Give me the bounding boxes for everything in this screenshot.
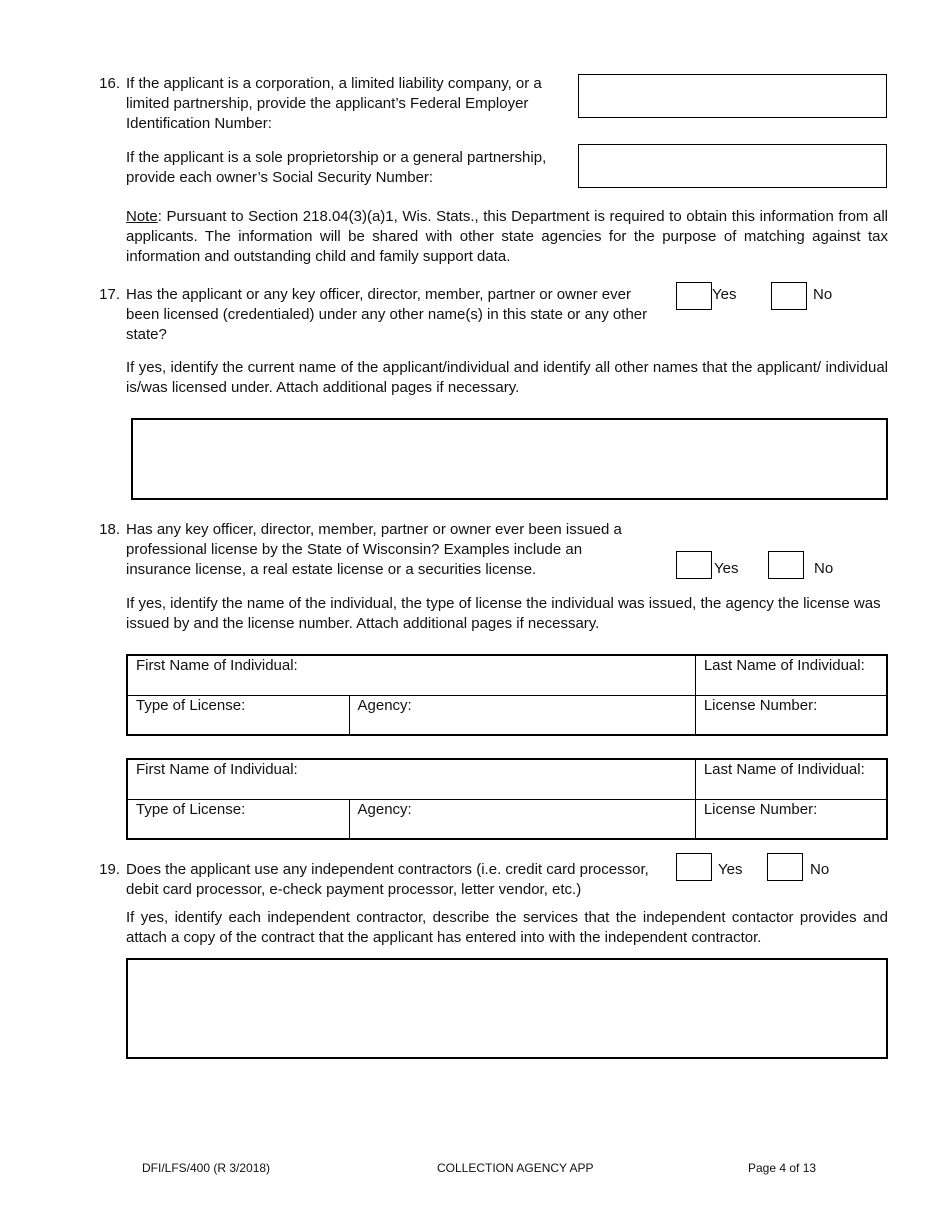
question-18-number: 18. — [99, 521, 120, 538]
first-name-label: First Name of Individual: — [136, 761, 298, 778]
q18-yes-label: Yes — [714, 560, 739, 577]
license-table-2 — [126, 758, 888, 840]
agency-field[interactable] — [349, 695, 695, 735]
question-19-number: 19. — [99, 861, 120, 878]
question-19-followup: If yes, identify each independent contractor, describe the services that the independent contactor provides and attach a copy of the contract that the applicant has entered into with the independent contractor. — [126, 909, 888, 946]
license-table-1 — [126, 654, 888, 736]
footer-title: COLLECTION AGENCY APP — [437, 1161, 594, 1175]
question-16-ssn-text: If the applicant is a sole proprietorship or a general partnership, provide each owner’s Social Security Number: — [126, 149, 547, 186]
q19-response-box[interactable] — [126, 958, 888, 1059]
question-16-fein-text: If the applicant is a corporation, a limited liability company, or a limited partnership, provide the applicant’s Federal Employer Identification Number: — [126, 75, 542, 132]
q17-yes-checkbox[interactable] — [676, 282, 712, 310]
question-17-followup: If yes, identify the current name of the applicant/individual and identify all other names that the applicant/ individual is/was licensed under. Attach additional pages if necessary. — [126, 359, 888, 396]
q17-no-checkbox[interactable] — [771, 282, 807, 310]
question-18-followup: If yes, identify the name of the individual, the type of license the individual was issued, the agency the license was issued by and the license number. Attach additional pages if necessary. — [126, 595, 881, 632]
license-number-field[interactable] — [695, 799, 887, 839]
license-type-field[interactable] — [127, 799, 349, 839]
last-name-field[interactable] — [695, 655, 887, 695]
question-19-text: Does the applicant use any independent contractors (i.e. credit card processor, debit card processor, e-check payment processor, letter vendor, etc.) — [126, 861, 649, 898]
license-type-label: Type of License: — [136, 696, 246, 714]
question-16-number: 16. — [99, 75, 120, 92]
q18-yes-checkbox[interactable] — [676, 551, 712, 579]
last-name-label: Last Name of Individual: — [703, 761, 865, 778]
q19-no-checkbox[interactable] — [767, 853, 803, 881]
license-type-field[interactable] — [127, 695, 349, 735]
question-16-note — [126, 207, 888, 267]
note-label: Note — [126, 208, 158, 225]
question-17-number: 17. — [99, 286, 120, 303]
q18-no-checkbox[interactable] — [768, 551, 804, 579]
q19-yes-checkbox[interactable] — [676, 853, 712, 881]
q17-yes-label: Yes — [712, 286, 737, 303]
fein-input[interactable] — [578, 74, 887, 118]
q17-no-label: No — [813, 286, 833, 303]
first-name-label: First Name of Individual: — [136, 657, 298, 674]
license-number-field[interactable] — [695, 695, 887, 735]
agency-field[interactable] — [349, 799, 695, 839]
question-18-text: Has any key officer, director, member, partner or owner ever been issued a professional license by the State of Wisconsin? Examples include an insurance license, a real estate license or a securities license. — [126, 521, 622, 578]
agency-label: Agency: — [357, 696, 412, 714]
q18-no-label: No — [814, 560, 834, 577]
license-number-label: License Number: — [703, 696, 818, 714]
first-name-field[interactable] — [127, 655, 695, 695]
agency-label: Agency: — [357, 800, 412, 818]
footer-page-number: Page 4 of 13 — [748, 1161, 817, 1175]
q19-yes-label: Yes — [718, 861, 743, 878]
ssn-input[interactable] — [578, 144, 887, 188]
footer-form-id: DFI/LFS/400 (R 3/2018) — [142, 1161, 271, 1175]
first-name-field[interactable] — [127, 759, 695, 799]
q19-no-label: No — [810, 861, 830, 878]
note-text: : Pursuant to Section 218.04(3)(a)1, Wis. Stats., this Department is required to obtain this information from all applicants. The information will be shared with other state agencies for the purpose of matching against tax information and outstanding child and family support data. — [126, 208, 888, 265]
last-name-field[interactable] — [695, 759, 887, 799]
license-type-label: Type of License: — [136, 800, 246, 818]
last-name-label: Last Name of Individual: — [703, 657, 865, 674]
question-17-text: Has the applicant or any key officer, director, member, partner or owner ever been licensed (credentialed) under any other name(s) in this state or any other state? — [126, 286, 648, 343]
q17-response-box[interactable] — [131, 418, 888, 500]
license-number-label: License Number: — [703, 800, 818, 818]
